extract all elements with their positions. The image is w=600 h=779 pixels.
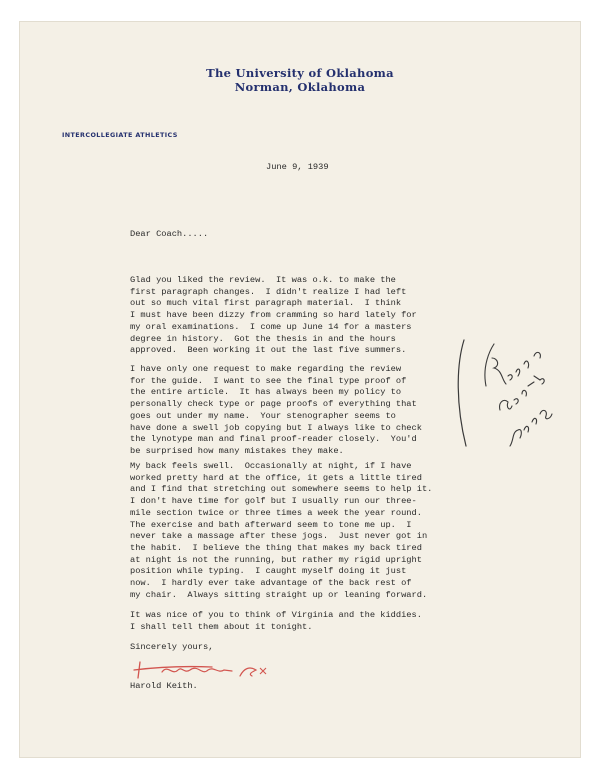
pencil-annotation [452,336,562,456]
letter-signer: Harold Keith. [130,681,198,691]
letter-paragraph: My back feels swell. Occasionally at night, if I have worked pretty hard at the office, it gets a little tired and I find that stretching out somewhere seems to help it. I don't have time for golf but I usually run our three- mile section twice or three times a week the year round. The exercise and bath afterward seem to tone me up. I never take a massage after these jogs. Just never got in the habit. I believe the thing that makes my back tired at night is not the running, but rather my rigid upright position while typing. I caught myself doing it just now. I hardly ever take advantage of the back rest of my chair. Always sitting straight up or leaning forward. [130,461,433,600]
letter-paragraph: It was nice of you to think of Virginia and the kiddies. I shall tell them about it tonight. [130,610,422,632]
pencil-annotation-text [0,0,1,1]
handwritten-signature [128,654,308,684]
letter-date: June 9, 1939 [266,162,329,172]
letterhead-department: INTERCOLLEGIATE ATHLETICS [62,131,178,139]
letterhead-university: The University of Oklahoma [206,66,394,80]
letter-paragraph: Glad you liked the review. It was o.k. to make the first paragraph changes. I didn't realize I had left out so much vital first paragraph material. I think I must have been dizzy from cramming so hard lately for my oral examinations. I come up June 14 for a masters degree in history. Got the thesis in and the hours approved. Been working it out the last five summers. [130,275,417,356]
letter-salutation: Dear Coach..... [130,229,209,239]
letter-paragraph: I have only one request to make regarding the review for the guide. I want to see the final type proof of the entire article. It has always been my policy to personally check type or page proofs of everything that goes out under my name. Your stenographer seems to have done a swell job copying but I always like to check the lynotype man and final proof-reader closely. You'd be surprised how many mistakes they make. [130,364,422,456]
letterhead-city: Norman, Oklahoma [234,80,366,94]
letter-closing: Sincerely yours, [130,642,214,652]
